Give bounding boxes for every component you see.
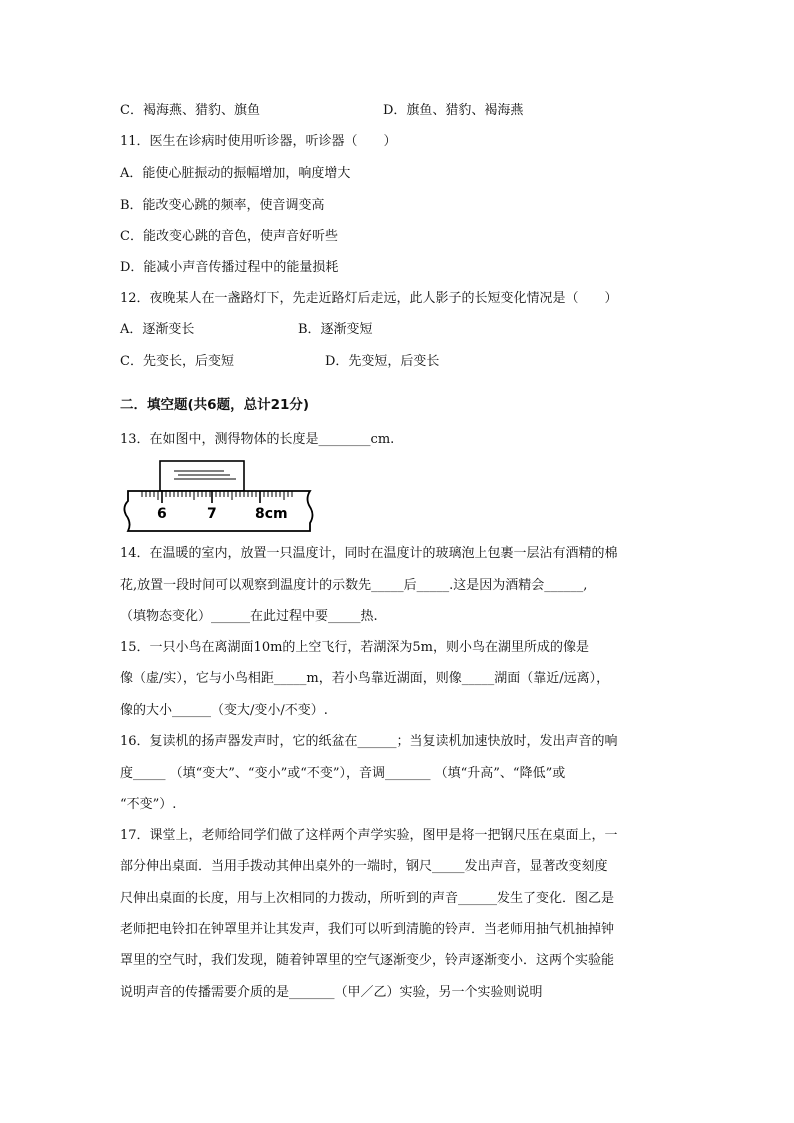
q11-option-c: C．能改变心跳的音色，使声音好听些 [120, 229, 338, 244]
q17-line-4: 老师把电铃扣在钟罩里并让其发声，我们可以听到清脆的铃声．当老师用抽气机抽掉钟 [120, 922, 615, 937]
q17-line-6: 说明声音的传播需要介质的是_______（甲／乙）实验，另一个实验则说明 [120, 985, 543, 1000]
q15-line-3: 像的大小______（变大/变小/不变）. [120, 703, 328, 718]
q17-line-2: 部分伸出桌面．当用手拨动其伸出桌外的一端时，钢尺_____发出声音，显著改变刻度 [120, 859, 608, 874]
q14-line-1: 14．在温暖的室内，放置一只温度计，同时在温度计的玻璃泡上包裹一层沾有酒精的棉 [120, 546, 618, 561]
q12-option-d: D．先变短，后变长 [325, 354, 440, 369]
q14-line-3: （填物态变化）______在此过程中要_____热. [120, 609, 378, 624]
q12-option-c: C．先变长，后变短 [120, 354, 234, 369]
q12-stem: 12．夜晚某人在一盏路灯下，先走近路灯后走远，此人影子的长短变化情况是（ ） [120, 291, 618, 306]
q11-option-d: D．能减小声音传播过程中的能量损耗 [120, 260, 339, 275]
q17-line-1: 17．课堂上，老师给同学们做了这样两个声学实验，图甲是将一把钢尺压在桌面上，一 [120, 828, 618, 843]
q10-option-d: D．旗鱼、猎豹、褐海燕 [383, 103, 524, 118]
q12-option-a: A．逐渐变长 [120, 322, 195, 337]
ruler-label-8cm: 8cm [255, 506, 288, 522]
ruler-figure [120, 455, 320, 535]
q16-line-2: 度_____ （填“变大”、“变小”或“不变”），音调_______ （填“升高”、“降低”或 [120, 766, 566, 781]
q16-line-3: “不变”）. [120, 797, 177, 812]
section-title: 二．填空题(共6题，总计21分) [120, 397, 310, 413]
q13-stem: 13．在如图中，测得物体的长度是________cm. [120, 432, 395, 447]
q11-stem: 11．医生在诊病时使用听诊器，听诊器（ ） [120, 134, 397, 149]
ruler-label-7: 7 [207, 506, 217, 522]
q16-line-1: 16．复读机的扬声器发声时，它的纸盆在______；当复读机加速快放时，发出声音的响 [120, 734, 618, 749]
q11-option-a: A．能使心脏振动的振幅增加，响度增大 [120, 166, 351, 181]
ruler-label-6: 6 [157, 506, 167, 522]
q11-option-b: B．能改变心跳的频率，使音调变高 [120, 198, 325, 213]
q12-option-b: B．逐渐变短 [298, 322, 373, 337]
q15-line-1: 15．一只小鸟在离湖面10m的上空飞行，若湖深为5m，则小鸟在湖里所成的像是 [120, 640, 590, 655]
q14-line-2: 花,放置一段时间可以观察到温度计的示数先_____后_____.这是因为酒精会______, [120, 578, 588, 593]
q10-option-c: C．褐海燕、猎豹、旗鱼 [120, 103, 260, 118]
q17-line-5: 罩里的空气时，我们发现，随着钟罩里的空气逐渐变少，铃声逐渐变小．这两个实验能 [120, 953, 615, 968]
q15-line-2: 像（虚/实），它与小鸟相距_____m，若小鸟靠近湖面，则像_____湖面（靠近/远离）， [120, 671, 610, 686]
measured-object [160, 461, 244, 491]
q17-line-3: 尺伸出桌面的长度，用与上次相同的力拨动，所听到的声音______发生了变化．图乙是 [120, 891, 615, 906]
